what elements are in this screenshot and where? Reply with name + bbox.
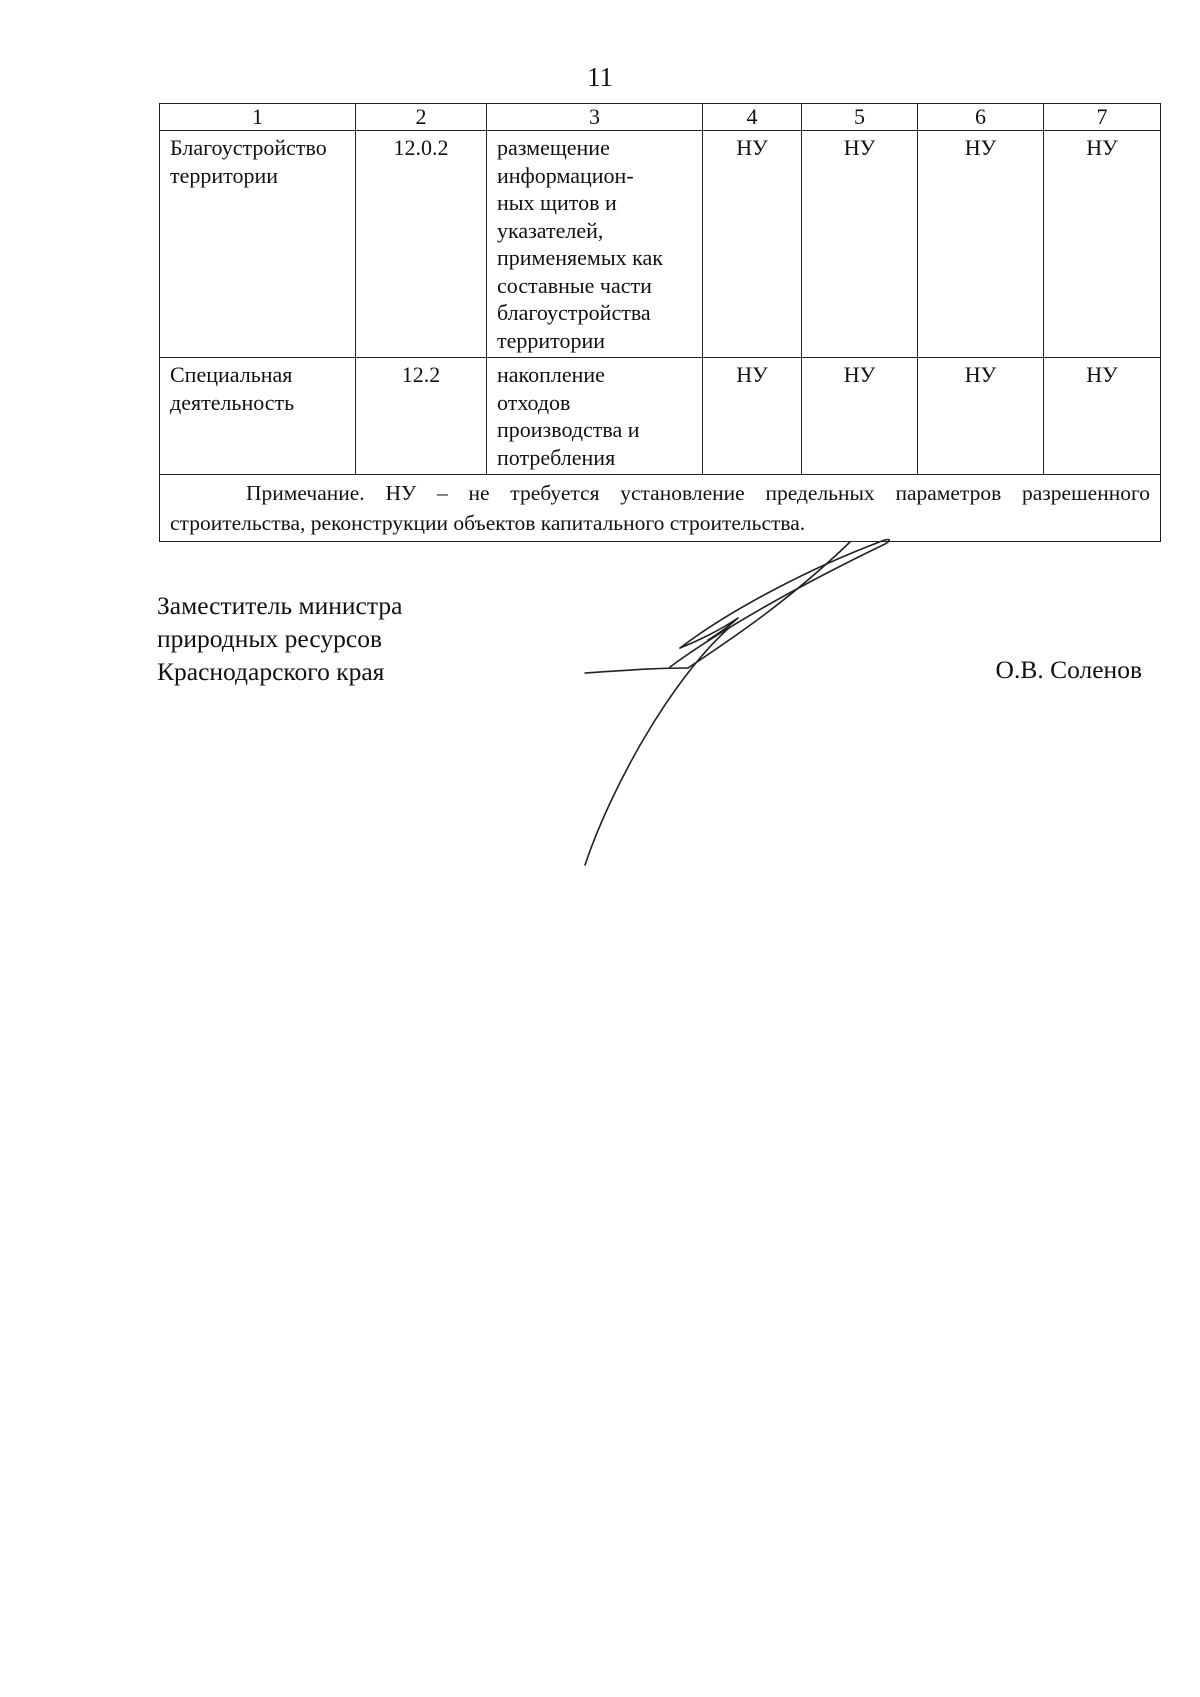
parameter-cell: НУ (802, 358, 918, 475)
handwritten-signature (570, 530, 940, 870)
parameter-cell: НУ (703, 131, 802, 358)
land-use-name-line: Благоустройство (170, 135, 327, 160)
parameter-cell: НУ (918, 131, 1044, 358)
table-row (160, 358, 1161, 475)
description-line: производства и (497, 417, 640, 442)
position-line: природных ресурсов (157, 624, 382, 653)
table-row (160, 131, 1161, 358)
description-line: отходов (497, 389, 571, 415)
land-use-name (160, 358, 356, 475)
position-line: Заместитель министра (157, 591, 403, 620)
position-line: Краснодарского края (157, 657, 385, 686)
column-header: 1 (160, 104, 356, 131)
description-line: потребления (497, 444, 616, 470)
description-line: размещение (497, 135, 610, 160)
signatory-position (157, 589, 402, 688)
parameter-cell: НУ (1044, 358, 1161, 475)
parameter-cell: НУ (1044, 131, 1161, 358)
description-line: составные части (497, 272, 652, 298)
column-header: 5 (802, 104, 918, 131)
land-use-code: 12.2 (356, 358, 487, 475)
land-use-name-line: деятельность (170, 389, 295, 415)
land-use-description (487, 131, 703, 358)
note-line: строительства, реконструкции объектов капитального строительства. (170, 511, 806, 535)
column-header: 4 (703, 104, 802, 131)
column-header: 3 (487, 104, 703, 131)
column-header: 7 (1044, 104, 1161, 131)
parameters-table (159, 103, 1161, 542)
parameter-cell: НУ (802, 131, 918, 358)
table-header-row (160, 104, 1161, 131)
page-number: 11 (587, 62, 613, 92)
land-use-name-line: Специальная (170, 362, 293, 387)
land-use-description (487, 358, 703, 475)
description-line: ных щитов и (497, 190, 617, 215)
description-line: благоустройства (497, 300, 651, 325)
description-line: применяемых как (497, 245, 663, 270)
description-line: накопление (497, 362, 605, 387)
land-use-code: 12.0.2 (356, 131, 487, 358)
parameter-cell: НУ (703, 358, 802, 475)
parameter-cell: НУ (918, 358, 1044, 475)
description-line: территории (497, 327, 606, 353)
land-use-name-line: территории (170, 162, 279, 188)
land-use-name (160, 131, 356, 358)
description-line: указателей, (497, 217, 604, 243)
description-line: информацион- (497, 162, 634, 188)
signer-name: О.В. Соленов (995, 655, 1142, 684)
column-header: 6 (918, 104, 1044, 131)
column-header: 2 (356, 104, 487, 131)
note-line: Примечание. НУ – не требуется установление предельных параметров разрешенного (246, 481, 1150, 505)
